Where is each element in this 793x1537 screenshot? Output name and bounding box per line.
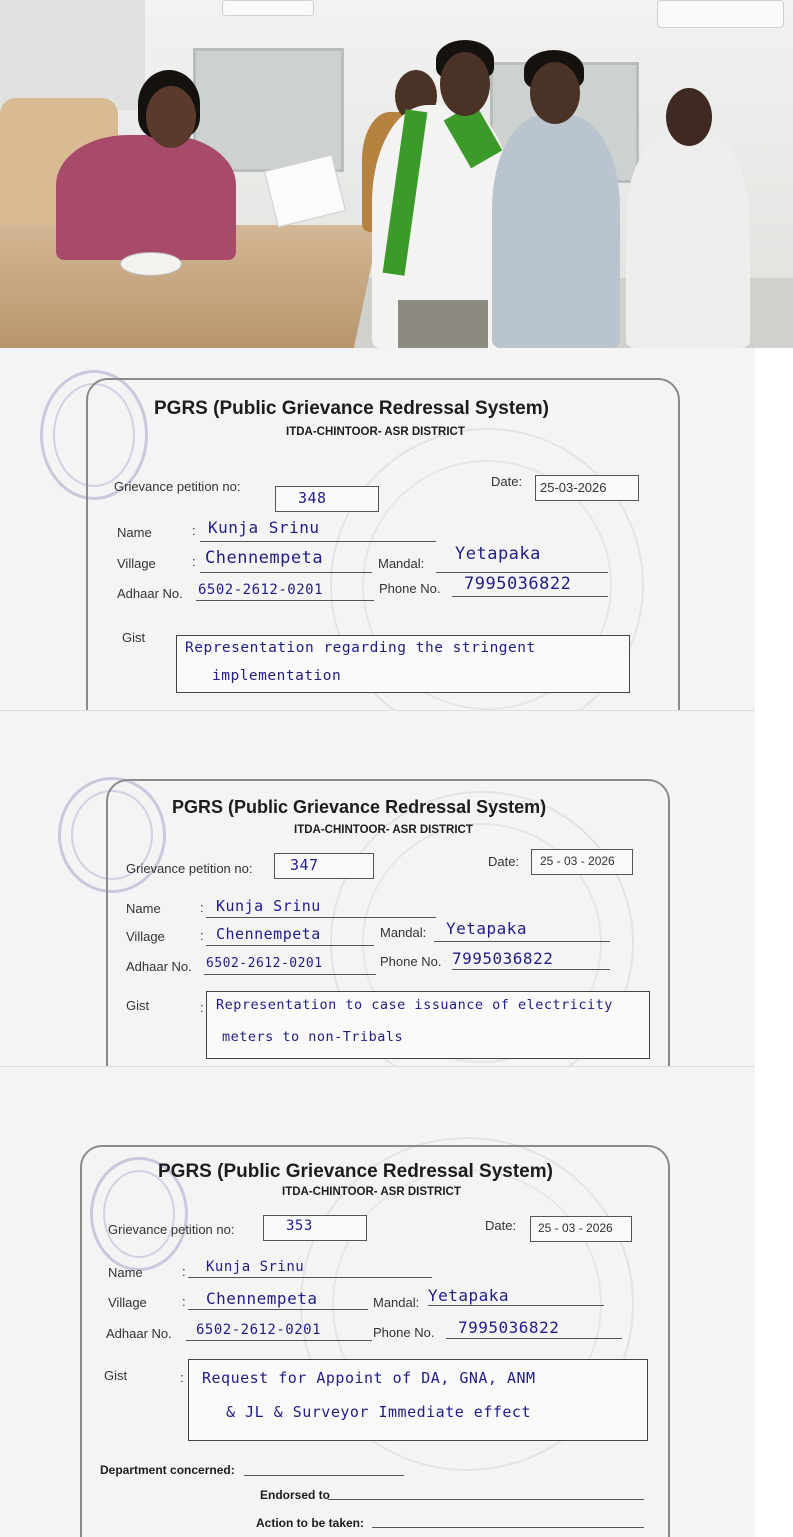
photo-teacup [120,252,182,276]
form-title: PGRS (Public Grievance Redressal System) [172,797,547,817]
form-subtitle: ITDA-CHINTOOR- ASR DISTRICT [282,1186,461,1198]
phone-value: 7995036822 [464,574,572,594]
village-label: Village [126,929,165,944]
endorsed-line [328,1499,644,1500]
phone-label: Phone No. [379,581,441,596]
gist-line-2: implementation [212,668,342,684]
aadhaar-label: Adhaar No. [117,586,183,601]
photo-air-conditioner [657,0,784,28]
department-line [244,1475,404,1476]
office-photo [0,0,793,348]
phone-line [452,596,608,597]
field-colon: : [182,1264,186,1279]
petition-box [263,1215,367,1241]
gist-label: Gist [104,1368,128,1383]
date-value: 25 - 03 - 2026 [540,854,615,868]
petition-number: 347 [290,856,319,874]
name-value: Kunja Srinu [216,897,321,915]
mandal-label: Mandal: [380,925,427,940]
form-title: PGRS (Public Grievance Redressal System) [154,398,549,419]
gist-line-2: & JL & Surveyor Immediate effect [226,1403,531,1421]
photo-air-conditioner [222,0,314,16]
date-value: 25 - 03 - 2026 [538,1221,613,1235]
field-colon: : [182,1294,186,1309]
mandal-label: Mandal: [373,1295,420,1310]
petition-label: Grievance petition no: [126,861,253,876]
mandal-line [436,572,608,573]
aadhaar-value: 6502-2612-0201 [196,1322,322,1338]
date-label: Date: [491,474,523,489]
phone-label: Phone No. [380,954,442,969]
photo-person [492,115,620,348]
village-value: Chennempeta [206,1289,318,1308]
name-value: Kunja Srinu [208,518,320,537]
field-colon: : [200,900,204,915]
petition-label: Grievance petition no: [108,1222,235,1237]
form-subtitle: ITDA-CHINTOOR- ASR DISTRICT [294,824,473,836]
village-line [200,572,372,573]
phone-line [446,1338,622,1339]
village-label: Village [108,1295,147,1310]
date-value: 25-03-2026 [540,480,607,495]
aadhaar-line [186,1340,372,1341]
photo-person-head [440,52,490,116]
petition-number: 353 [286,1218,313,1234]
name-label: Name [108,1265,143,1280]
action-line [372,1527,644,1528]
phone-value: 7995036822 [452,949,554,968]
mandal-label: Mandal: [378,556,425,571]
photo-person [626,132,750,348]
aadhaar-value: 6502-2612-0201 [206,956,323,971]
gist-line-2: meters to non-Tribals [222,1029,404,1045]
phone-line [452,969,610,970]
village-label: Village [117,556,156,571]
grievance-form-1 [0,348,755,710]
mandal-line [428,1305,604,1306]
name-label: Name [126,901,161,916]
photo-official [56,135,236,260]
aadhaar-label: Adhaar No. [126,959,192,974]
gist-label: Gist [126,998,150,1013]
field-colon: : [180,1370,184,1385]
aadhaar-value: 6502-2612-0201 [198,582,324,598]
photo-trousers [398,300,488,348]
petition-label: Grievance petition no: [114,479,241,494]
name-value: Kunja Srinu [206,1259,305,1275]
date-label: Date: [485,1218,517,1233]
field-colon: : [192,523,196,538]
petition-box [274,853,374,879]
mandal-line [434,941,610,942]
gist-line-1: Request for Appoint of DA, GNA, ANM [202,1369,536,1387]
grievance-form-3 [0,1066,755,1537]
photo-official-head [146,86,196,148]
petition-number: 348 [298,489,327,507]
mandal-value: Yetapaka [455,544,541,564]
name-line [206,917,436,918]
mandal-value: Yetapaka [428,1286,510,1305]
aadhaar-line [196,600,374,601]
photo-wall-panel [0,0,145,110]
village-value: Chennempeta [216,925,321,943]
grievance-form-2 [0,710,755,1067]
department-label: Department concerned: [100,1463,235,1477]
village-line [188,1309,368,1310]
date-label: Date: [488,854,520,869]
name-line [200,541,436,542]
aadhaar-line [204,974,376,975]
form-subtitle: ITDA-CHINTOOR- ASR DISTRICT [286,426,465,438]
endorsed-label: Endorsed to [260,1488,331,1502]
gist-line-1: Representation regarding the stringent [185,640,536,656]
field-colon: : [200,1000,204,1015]
gist-line-1: Representation to case issuance of electricity [216,997,613,1013]
gist-label: Gist [122,630,146,645]
field-colon: : [192,554,196,569]
village-line [206,945,374,946]
petition-box [275,486,379,512]
form-border [80,1145,670,1537]
village-value: Chennempeta [205,548,324,568]
name-line [188,1277,432,1278]
name-label: Name [117,525,152,540]
aadhaar-label: Adhaar No. [106,1326,172,1341]
phone-label: Phone No. [373,1325,435,1340]
photo-person-head [530,62,580,124]
action-label: Action to be taken: [256,1516,365,1530]
phone-value: 7995036822 [458,1318,560,1337]
photo-person-head [666,88,712,146]
field-colon: : [200,928,204,943]
form-title: PGRS (Public Grievance Redressal System) [158,1161,553,1182]
mandal-value: Yetapaka [446,919,528,938]
